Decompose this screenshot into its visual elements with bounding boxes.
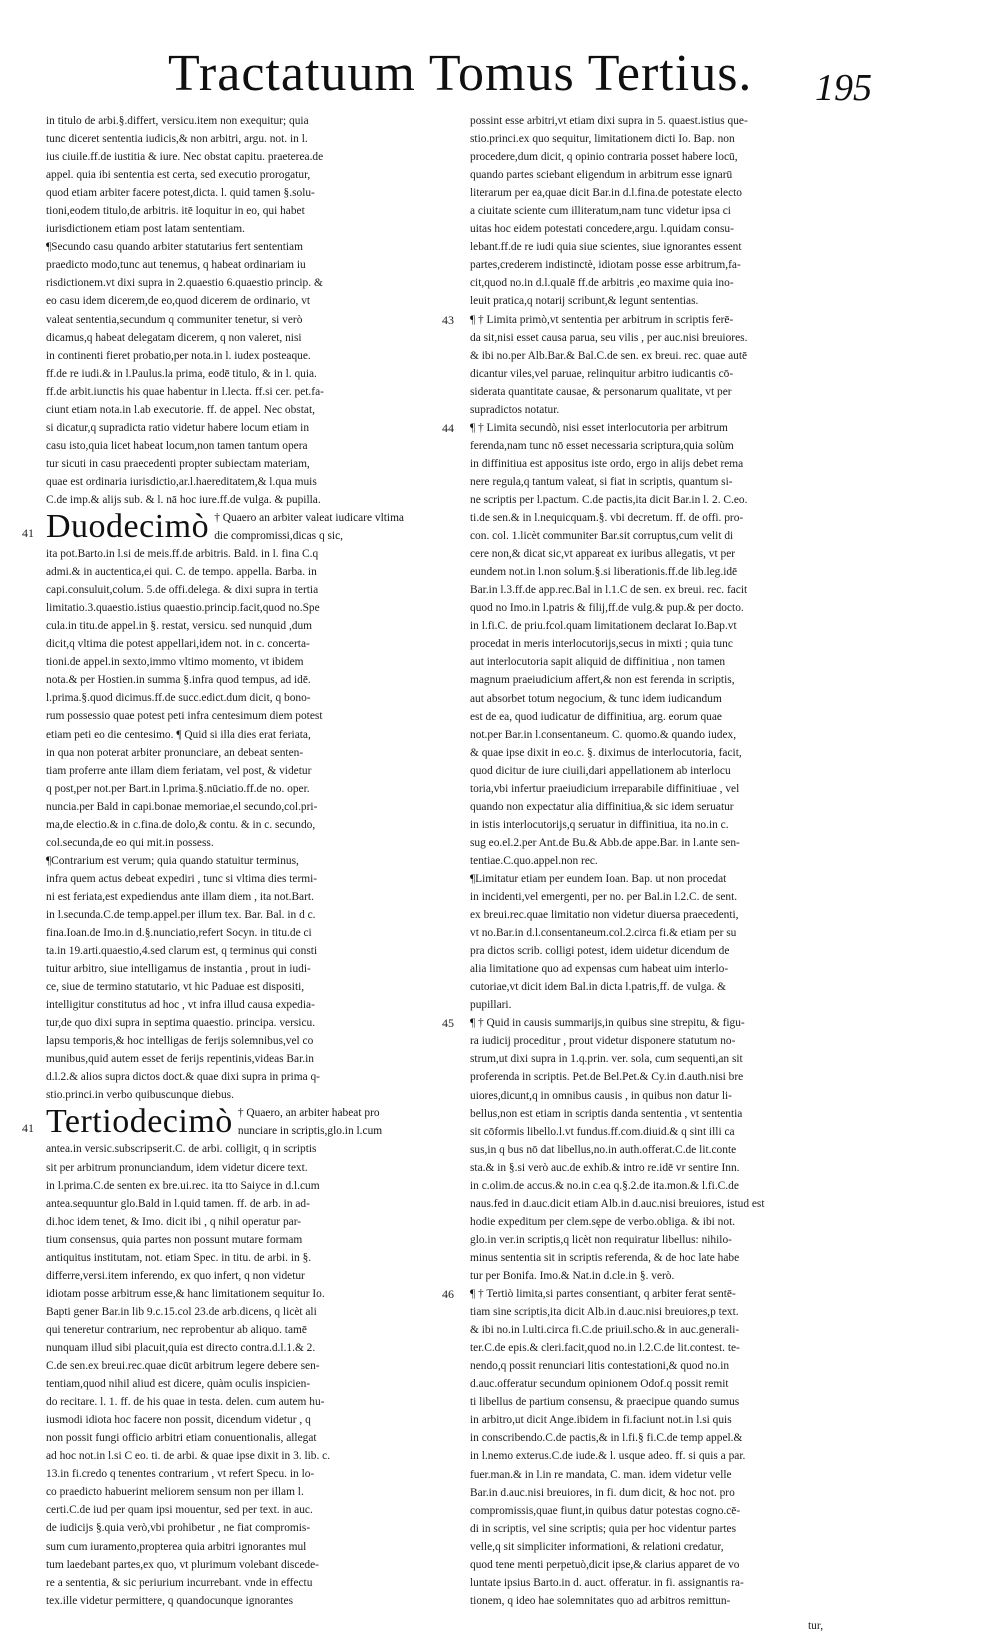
text-line: proferenda in scriptis. Pet.de Bel.Pet.& Cy.in d.auth.nisi bre bbox=[470, 1071, 744, 1084]
text-line: etiam peti eo die centesimo. ¶ Quid si illa dies erat feriata, bbox=[46, 728, 311, 741]
text-line: C.de sen.ex breui.rec.quae dicūt arbitrum legere debere sen- bbox=[46, 1360, 320, 1373]
text-line: ce, siue de termino statutario, vt hic Paduae est dispositi, bbox=[46, 981, 305, 994]
text-line: C.de imp.& alijs sub. & l. nā hoc iure.ff.de vulga. & pupilla. bbox=[46, 493, 321, 506]
text-line: ¶ † Quid in causis summarijs,in quibus sine strepitu, & figu- bbox=[470, 1017, 745, 1030]
text-line: ferenda,nam tunc nō esset necessaria scriptura,quia solùm bbox=[470, 439, 734, 452]
text-line: tur per Bonifa. Imo.& Nat.in d.cle.in §. verò. bbox=[470, 1270, 675, 1282]
text-line: appel. quia ibi sententia est certa, sed executio prorogatur, bbox=[46, 169, 311, 182]
text-line: dicamus,q habeat delegatam dicerem, q non valeret, nisi bbox=[46, 331, 302, 344]
text-line: admi.& in auctentica,ei qui. C. de tempo. appella. Barba. in bbox=[46, 566, 317, 579]
text-line: ¶Limitatur etiam per eundem Ioan. Bap. ut non procedat bbox=[470, 872, 727, 885]
text-line: quando partes sciebant eligendum in arbitrum esse ignarū bbox=[470, 169, 733, 182]
text-line: toria,vbi infertur praeiudicium irreparabile diffinitiuae , vel bbox=[470, 782, 740, 795]
text-line: ti.de sen.& in l.nequicquam.§. vbi decretum. ff. de offi. pro- bbox=[470, 512, 744, 525]
text-line: cit,quod no.in d.l.qualē ff.de arbitris ,eo maxime quia ino- bbox=[470, 277, 734, 290]
text-line: & quae ipse dixit in eo.c. §. diximus de interlocutoria, facit, bbox=[470, 746, 742, 759]
text-line: praedicto modo,tunc aut tenemus, q habeat ordinariam iu bbox=[46, 259, 306, 272]
right-column bbox=[442, 112, 870, 1610]
text-line: in istis interlocutorijs,q seruatur in diffinitiua, ita no.in c. bbox=[470, 818, 729, 831]
margin-number: 46 bbox=[442, 1287, 454, 1302]
text-line: possint esse arbitri,vt etiam dixi supra in 5. quaest.istius que- bbox=[470, 115, 748, 127]
text-line: Bar.in d.auc.nisi breuiores, in fi. dum dicit, & hoc not. pro bbox=[470, 1486, 735, 1499]
left-text-block-b bbox=[46, 545, 436, 1104]
text-line: casu isto,quia licet habeat locum,non tamen tantum opera bbox=[46, 439, 308, 452]
text-line: tioni,eodem titulo,de arbitris. itē loquitur in eo, qui habet bbox=[46, 205, 305, 218]
text-line: iurisdictionem etiam post latam sententiam. bbox=[46, 223, 245, 236]
text-line: Bapti gener Bar.in lib 9.c.15.col 23.de arb.dicens, q licèt ali bbox=[46, 1305, 317, 1318]
text-line: a ciuitate sciente cum illiteratum,nam tunc videtur ipsa ci bbox=[470, 205, 731, 218]
text-line: lapsu temporis,& hoc intelligas de ferijs solemnibus,vel co bbox=[46, 1035, 314, 1048]
text-line: ¶Contrarium est verum; quia quando statuitur terminus, bbox=[46, 854, 299, 867]
text-line: tuitur arbitro, siue intelligamus de instantia , prout in iudi- bbox=[46, 963, 311, 976]
text-line: luntate ipsius Barto.in d. auct. offeratur. in fi. assignantis ra- bbox=[470, 1576, 744, 1589]
text-line: fina.Ioan.de Imo.in d.§.nunciatio,refert Socyn. in titu.de ci bbox=[46, 927, 312, 940]
text-line: con. col. 1.licèt communiter Bar.sit corruptus,cum velit di bbox=[470, 530, 734, 543]
text-line: sus,in q bus nō dat libellus,no.in auth.offerat.C.de lit.conte bbox=[470, 1143, 737, 1156]
text-line: vt no.Bar.in d.l.consentaneum.col.2.circa fi.& etiam per su bbox=[470, 927, 737, 940]
margin-number: 45 bbox=[442, 1016, 454, 1031]
text-line: ius ciuile.ff.de iustitia & iure. Nec obstat capitu. praeterea.de bbox=[46, 151, 324, 164]
text-line: col.secunda,de eo qui mit.in possess. bbox=[46, 836, 214, 849]
text-line: naus.fed in d.auc.dicit etiam Alb.in d.auc.nisi breuiores, istud est bbox=[470, 1197, 765, 1210]
catchword: tur, bbox=[808, 1620, 824, 1632]
text-line: sug eo.el.2.per Ant.de Bu.& Abb.de appe.Bar. in l.ante sen- bbox=[470, 836, 740, 849]
text-line: literarum per ea,quae dicit Bar.in d.l.fina.de potestate electo bbox=[470, 187, 742, 200]
text-line: di in scriptis, vel sine scriptis; quia per hoc videntur partes bbox=[470, 1522, 737, 1535]
text-line: ni est feriata,est expediendus ante illam diem , ita not.Bart. bbox=[46, 890, 314, 903]
paragraph-46 bbox=[442, 1285, 870, 1610]
text-line: tum laedebant partes,ex quo, vt plurimum volebant discede- bbox=[46, 1558, 319, 1571]
text-line: ter.C.de epis.& cleri.facit,quod no.in l.2.C.de lit.contest. te- bbox=[470, 1342, 740, 1355]
text-line: est de ea, quod iudicatur de diffinitiua, arg. eorum quae bbox=[470, 710, 722, 723]
text-line: limitatio.3.quaestio.istius quaestio.princip.facit,quod no.Spe bbox=[46, 602, 320, 615]
text-line: procedat in meris interlocutorijs,secus in mixti ; quia tunc bbox=[470, 638, 733, 651]
text-line: pupillari. bbox=[470, 999, 512, 1012]
text-line: minus sententia sit in scriptis referenda, & de hoc late habe bbox=[470, 1251, 740, 1264]
text-line: rum possessio quae potest peti infra centesimum diem potest bbox=[46, 710, 323, 723]
text-line: infra quem actus debeat expediri , tunc si vltima dies termi- bbox=[46, 872, 318, 885]
text-line: pra dictos scrib. colligi potest, idem uidetur dicendum de bbox=[470, 945, 730, 958]
text-line: eo casu idem dicerem,de eo,quod dicerem de ordinario, vt bbox=[46, 295, 311, 308]
text-line: do recitare. l. 1. ff. de his quae in testa. delen. cum autem hu- bbox=[46, 1396, 325, 1409]
running-title: Tractatuum Tomus Tertius. bbox=[168, 45, 753, 102]
text-line: tiam proferre ante illam diem feriatam, vel post, & videtur bbox=[46, 764, 312, 777]
text-line: in l.fi.C. de priu.fcol.quam limitationem declarat Io.Bap.vt bbox=[470, 620, 737, 633]
right-text-block-a bbox=[470, 112, 870, 311]
text-line: stio.princi.ex quo sequitur, limitationem dicti Io. Bap. non bbox=[470, 133, 735, 146]
text-line: quod no Imo.in l.patris & filij,ff.de vulg.& pup.& per docto. bbox=[470, 602, 744, 615]
text-line: ta.in 19.arti.quaestio,4.sed clarum est, q terminus qui consti bbox=[46, 945, 318, 958]
text-line: cere non,& dicat sic,vt appareat ex iuribus allegatis, vt per bbox=[470, 548, 736, 561]
text-line: ra iudicij proceditur , prout videtur disponere statutum no- bbox=[470, 1035, 736, 1048]
text-line: valeat sententia,secundum q communiter tenetur, si verò bbox=[46, 313, 303, 326]
text-line: antea.in versic.subscripserit.C. de arbi. colligit, q in scriptis bbox=[46, 1143, 317, 1156]
text-line: sum cum iuramento,propterea quia arbitri ignorantes mul bbox=[46, 1540, 307, 1553]
text-line: in conscribendo.C.de pactis,& in l.fi.§ fi.C.de temp appel.& bbox=[470, 1432, 743, 1445]
text-line: compromissis,quae fiunt,in quibus datur potestas cogno.cē- bbox=[470, 1504, 741, 1517]
text-line: velle,q sit simpliciter informationi, & relationi credatur, bbox=[470, 1540, 724, 1553]
text-line: antea.sequuntur glo.Bald in l.quid tamen. ff. de arb. in ad- bbox=[46, 1197, 310, 1210]
text-line: nere regula,q tantum valeat, si fiat in scriptis, quantum si- bbox=[470, 475, 733, 488]
text-line: in titulo de arbi.§.differt, versicu.item non exequitur; quia bbox=[46, 115, 309, 127]
text-line: Bar.in l.3.ff.de app.rec.Bal in l.1.C de sen. ex breui. rec. facit bbox=[470, 584, 748, 597]
text-line: sit per arbitrum pronunciandum, idem videtur dicere text. bbox=[46, 1161, 308, 1174]
text-line: da sit,nisi esset causa parua, seu vilis , per auc.nisi breuiores. bbox=[470, 331, 748, 344]
text-line: ff.de re iudi.& in l.Paulus.la prima, eodē titulo, & in l. quia. bbox=[46, 367, 317, 380]
text-line: sit cōformis libello.l.vt fundus.ff.com.diuid.& q sint illi ca bbox=[470, 1125, 735, 1138]
text-line: dicantur viles,vel paruae, relinquitur arbitro iudicantis cō- bbox=[470, 367, 734, 380]
text-line: d.auc.offeratur secundum opinionem Odof.q possit remit bbox=[470, 1378, 729, 1391]
text-line: risdictionem.vt dixi supra in 2.quaestio 6.quaestio princip. & bbox=[46, 277, 323, 290]
section-heading-duodecimo bbox=[22, 508, 436, 546]
text-line: ita pot.Barto.in l.si de meis.ff.de arbitris. Bald. in l. fina C.q bbox=[46, 548, 319, 561]
text-line: ¶ † Limita secundò, nisi esset interlocutoria per arbitrum bbox=[470, 421, 728, 434]
text-line: siderata quantitate causae, & personarum qualitate, vt per bbox=[470, 385, 732, 398]
text-line: in c.olim.de accus.& no.in c.ea q.§.2.de ita.mon.& l.fi.C.de bbox=[470, 1179, 739, 1192]
text-line: tur,de quo dixi supra in septima quaestio. principa. versicu. bbox=[46, 1017, 316, 1030]
text-line: in incidenti,vel emergenti, per no. per Bal.in l.2.C. de sent. bbox=[470, 891, 738, 904]
text-line: di.hoc idem tenet, & Imo. dicit ibi , q nihil operatur par- bbox=[46, 1215, 302, 1228]
text-line: cula.in titu.de appel.in §. restat, versicu. sed nunquid ,dum bbox=[46, 620, 313, 633]
text-line: tionem, q ideo hae solemnitates quo ad arbitros remittun- bbox=[470, 1594, 731, 1607]
text-line: uiores,dicunt,q in omnibus causis , in quibus non datur li- bbox=[470, 1089, 732, 1102]
text-line: tur sicuti in casu praecedenti propter subiectam materiam, bbox=[46, 457, 310, 470]
text-line: in continenti fieret probatio,per nota.in l. iudex posteaque. bbox=[46, 349, 311, 362]
text-line: intelligitur constitutus ad hoc , vt infra illud causa expedia- bbox=[46, 999, 315, 1012]
text-line: ad hoc not.in l.si C eo. ti. de arbi. & quae ipse dixit in 3. lib. c. bbox=[46, 1450, 331, 1463]
section-opening-text: † Quaero an arbiter valeat iudicare vltima die compromissi,dicas q sic, bbox=[214, 512, 404, 543]
text-line: in l.secunda.C.de temp.appel.per illum tex. Bar. Bal. in d c. bbox=[46, 908, 316, 921]
section-heading-tertiodecimo bbox=[22, 1103, 436, 1141]
text-line: dicit,q vltima die potest appellari,idem not. in c. concerta- bbox=[46, 638, 310, 651]
margin-number: 44 bbox=[442, 420, 454, 435]
text-line: differre,versi.item inferendo, ex quo infert, q non videtur bbox=[46, 1269, 305, 1282]
text-line: in l.prima.C.de senten ex bre.ui.rec. ita tto Saiyce in d.l.cum bbox=[46, 1179, 320, 1192]
text-line: certi.C.de iud per quam ipsi mouentur, sed per text. in auc. bbox=[46, 1504, 313, 1517]
text-line: tioni.de appel.in sexto,immo vltimo momento, vt ibidem bbox=[46, 656, 304, 669]
text-line: quando non expectatur alia diffinitiua,& sic idem seruatur bbox=[470, 800, 734, 813]
text-line: in diffinitiua est appositus iste ordo, ergo in alijs debet rema bbox=[470, 457, 744, 470]
text-line: not.per Bar.in l.consentaneum. C. quomo.& quando iudex, bbox=[470, 728, 737, 741]
text-line: iusmodi idiota hoc facere non possit, dicendum videtur , q bbox=[46, 1414, 311, 1427]
text-line: q post,per not.per Bart.in l.prima.§.nūciatio.ff.de no. oper. bbox=[46, 782, 310, 795]
text-line: & ibi no.per Alb.Bar.& Bal.C.de sen. ex breui. rec. quae autē bbox=[470, 349, 748, 362]
text-line: ma,de electio.& in c.fina.de dolo,& contu. & in c. secundo, bbox=[46, 818, 316, 831]
text-line: quod etiam arbiter facere potest,dicta. l. quid tamen §.solu- bbox=[46, 187, 315, 200]
text-line: aut interlocutoria sapit aliquid de diffinitiua , non tamen bbox=[470, 656, 726, 669]
text-line: glo.in ver.in scriptis,q licèt non requiratur libellus: nihilo- bbox=[470, 1233, 732, 1246]
left-text-block-c bbox=[46, 1140, 436, 1609]
text-line: ex breui.rec.quae limitatio non videtur diuersa praecedenti, bbox=[470, 909, 739, 922]
text-line: partes,crederem indistinctè, idiotam posse esse arbitrum,fa- bbox=[470, 259, 741, 272]
text-line: ¶ † Limita primò,vt sententia per arbitrum in scriptis ferē- bbox=[470, 313, 734, 326]
text-line: procedere,dum dicit, q opinio contraria posset habere locū, bbox=[470, 151, 738, 164]
text-line: bellus,non est etiam in scriptis danda sententia , vt sententia bbox=[470, 1107, 743, 1120]
text-line: tentiae.C.quo.appel.non rec. bbox=[470, 854, 598, 867]
text-line: si dicatur,q supradicta ratio videtur habere locum etiam in bbox=[46, 421, 310, 434]
text-line: antiquitus institutam, not. etiam Spec. in titu. de arbi. in §. bbox=[46, 1251, 312, 1264]
text-line: eundem not.in l.non solum.§.si liberationis.ff.de lib.leg.idē bbox=[470, 566, 738, 579]
text-line: tex.ille videtur permittere, q quandocunque ignorantes bbox=[46, 1594, 294, 1607]
text-line: tunc diceret sententia iudicis,& non arbitri, argu. not. in l. bbox=[46, 133, 308, 146]
text-line: quod dicitur de iure ciuili,dari appellationem ab interlocu bbox=[470, 764, 731, 777]
paragraph-43 bbox=[442, 311, 870, 419]
text-line: munibus,quid autem esset de ferijs repentinis,videas Bar.in bbox=[46, 1053, 314, 1066]
left-text-block-a bbox=[46, 112, 436, 509]
text-line: 13.in fi.credo q tenentes contrarium , vt refert Specu. in lo- bbox=[46, 1468, 315, 1481]
text-line: de iudicijs §.quia verò,vbi prohibetur , ne fiat compromis- bbox=[46, 1522, 311, 1535]
text-line: qui teneretur contrarium, nec reprobentur ab aliquo. tamē bbox=[46, 1323, 307, 1336]
text-line: ff.de arbit.iunctis his quae habentur in l.lecta. ff.si cer. pet.fa- bbox=[46, 385, 324, 398]
text-line: re a sententia, & sic periurium incurrebant. vnde in effectu bbox=[46, 1576, 313, 1589]
text-line: in l.nemo exterus.C.de iude.& l. usque adeo. ff. si quis a par. bbox=[470, 1450, 746, 1463]
text-line: strum,ut dixi supra in 1.q.prin. ver. sola, cum sequenti,an sit bbox=[470, 1053, 743, 1066]
text-line: nunquam illud sibi placuit,quia est directo contra.d.l.1.& 2. bbox=[46, 1342, 316, 1354]
text-line: ¶ † Tertiò limita,si partes consentiant, q arbiter ferat sentē- bbox=[470, 1288, 736, 1301]
text-line: co praedicto habuerint meliorem sensum non per illam l. bbox=[46, 1486, 304, 1499]
text-line: nuncia.per Bald in capi.bonae memoriae,el secundo,col.pri- bbox=[46, 800, 318, 813]
text-line: capi.consuluit,colum. 5.de offi.delega. & dixi supra in tertia bbox=[46, 584, 319, 597]
text-line: idiotam posse arbitrum esse,& hanc limitationem sequitur Io. bbox=[46, 1287, 325, 1300]
text-line: alia limitatione quo ad expensas cum habeat uim interlo- bbox=[470, 963, 729, 976]
text-line: quae est ordinaria iurisdictio,ar.l.haereditatem,& l.qua muis bbox=[46, 475, 317, 488]
text-line: nendo,q possit renunciari litis contestationi,& quod no.in bbox=[470, 1360, 730, 1373]
text-line: cutoriae,vt dicit idem Bal.in dicta l.patris,ff. de vulga. & bbox=[470, 981, 727, 994]
margin-number: 43 bbox=[442, 312, 454, 327]
margin-number: 41 bbox=[22, 1121, 34, 1136]
text-line: l.prima.§.quod dicimus.ff.de succ.edict.dum dicit, q bono- bbox=[46, 692, 311, 705]
text-line: stio.princi.in verbo quibuscunque diebus. bbox=[46, 1089, 234, 1102]
text-line: sta.& in §.si verò auc.de exhib.& intro re.idē vr sentire Inn. bbox=[470, 1161, 740, 1174]
text-line: fuer.man.& in l.in re mandata, C. man. idem videtur velle bbox=[470, 1468, 732, 1481]
text-line: nota.& per Hostien.in summa §.infra quod tempus, ad idē. bbox=[46, 674, 311, 687]
text-line: uitas hoc eidem potestati concedere,argu. l.quidam consu- bbox=[470, 223, 734, 236]
margin-number: 41 bbox=[22, 526, 34, 541]
text-line: in arbitro,ut dicit Ange.ibidem in fi.faciunt not.in l.si quis bbox=[470, 1414, 732, 1427]
paragraph-44 bbox=[442, 419, 870, 1015]
section-opening-text: † Quaero, an arbiter habeat pro nunciare in scriptis,glo.in l.cum bbox=[237, 1107, 383, 1138]
text-line: & ibi no.in l.ulti.circa fi.C.de priuil.scho.& in auc.generali- bbox=[470, 1324, 740, 1337]
text-line: leuit pratica,q notarij scribunt,& legunt sententias. bbox=[470, 295, 699, 308]
left-column bbox=[22, 112, 436, 1610]
text-line: ne scriptis per l.pactum. C.de pactis,ita dicit Bar.in l. 2. C.eo. bbox=[470, 493, 748, 506]
page-number: 195 bbox=[815, 67, 872, 109]
text-line: tentiam,quod nihil aliud est dicere, quàm oculis inspicien- bbox=[46, 1378, 311, 1391]
text-line: ¶Secundo casu quando arbiter statutarius fert sententiam bbox=[46, 241, 303, 254]
text-line: tium consensus, quia partes non possunt mutare formam bbox=[46, 1233, 303, 1246]
text-line: hodie expeditum per clem.sępe de verbo.obliga. & ibi not. bbox=[470, 1215, 736, 1228]
text-line: d.l.2.& alios supra dictos doct.& quae dixi supra in prima q- bbox=[46, 1071, 320, 1084]
text-line: tiam sine scriptis,ita dicit Alb.in d.auc.nisi breuiores,p text. bbox=[470, 1306, 739, 1319]
page-header bbox=[0, 30, 1000, 110]
text-line: aut absorbet totum negocium, & tunc idem iudicandum bbox=[470, 692, 722, 705]
text-line: in qua non poterat arbiter pronunciare, an debeat senten- bbox=[46, 746, 304, 759]
text-line: supradictos notatur. bbox=[470, 403, 560, 416]
text-line: lebant.ff.de re iudi quia siue scientes, siue ignorantes essent bbox=[470, 241, 742, 254]
text-line: ciunt etiam nota.in l.ab executorie. ff. de appel. Nec obstat, bbox=[46, 403, 315, 416]
text-line: quod tene menti perpetuò,dicit ipse,& clarius apparet de vo bbox=[470, 1558, 740, 1571]
text-line: non possit fungi officio arbitri etiam conuentionalis, allegat bbox=[46, 1432, 317, 1445]
paragraph-45 bbox=[442, 1014, 870, 1285]
text-line: ti libellus de partium consensu, & praecipue quando sumus bbox=[470, 1396, 740, 1409]
text-line: magnum praeiudicium affert,& non est ferenda in scriptis, bbox=[470, 674, 735, 687]
section-initial-word: Duodecimò bbox=[46, 508, 210, 546]
section-initial-word: Tertiodecimò bbox=[46, 1103, 233, 1141]
